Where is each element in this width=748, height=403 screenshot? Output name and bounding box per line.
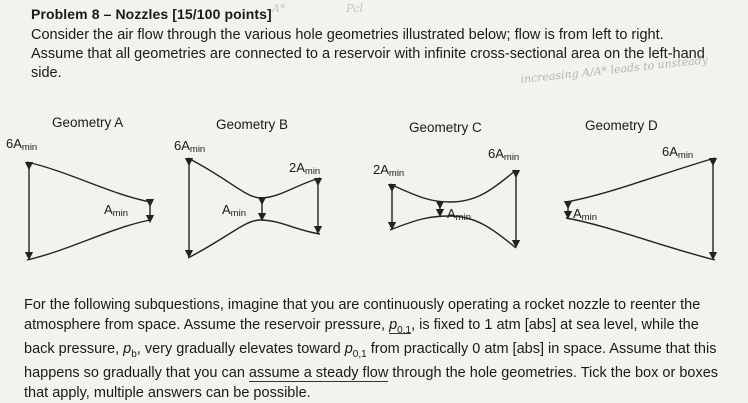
geometry-d-label: Geometry D: [585, 118, 658, 133]
handwritten-note: A*: [272, 2, 286, 15]
problem-title: Problem 8 – Nozzles [15/100 points]: [31, 6, 272, 22]
area-label-6amin: $6A_{min}$: [488, 146, 520, 163]
area-label-amin: $A_{min}$: [573, 206, 597, 223]
area-label-amin: $A_{min}$: [222, 202, 246, 219]
area-label-6amin: $6A_{min}$: [6, 136, 38, 153]
handwritten-annotation: increasing A/A* leads to unsteady: [519, 53, 709, 86]
problem-intro: Consider the air flow through the various hole geometries illustrated below; flow is from left to right. Assume that all geometries are connected to a reservoir with infinite cross-sectional area on the left-hand side.: [31, 27, 705, 81]
geometry-a-drawing: [27, 162, 150, 260]
area-label-2amin: $2A_{min}$: [373, 162, 405, 179]
area-label-6amin: $6A_{min}$: [662, 144, 694, 161]
area-label-amin: $A_{min}$: [447, 206, 471, 223]
area-label-6amin: $6A_{min}$: [174, 138, 206, 155]
area-label-amin: $A_{min}$: [104, 202, 128, 219]
geometry-c-label: Geometry C: [409, 120, 482, 135]
geometry-a-label: Geometry A: [52, 115, 124, 130]
geometry-b-label: Geometry B: [216, 117, 289, 132]
nozzle-drawings: [0, 110, 748, 290]
nozzle-geometries-figure: [0, 110, 748, 290]
area-label-2amin: $2A_{min}$: [289, 160, 321, 177]
handwritten-note: Pcl: [346, 2, 364, 15]
subquestion-paragraph: For the following subquestions, imagine that you are continuously operating a rocket nozzle to reenter the atmosphere from space. Assume the reservoir pressure, $p_{0,1}$, is fixed to 1 atm [abs] at sea level, while the back pressure, $p_b$, very gradually elevates toward $p_{0,1}$ from practically 0 atm [abs] in space. Assume that this happens so gradually that you can assume a steady flow through the hole geometries. Tick the box or boxes that apply, multiple answers can be possible.: [24, 297, 719, 401]
